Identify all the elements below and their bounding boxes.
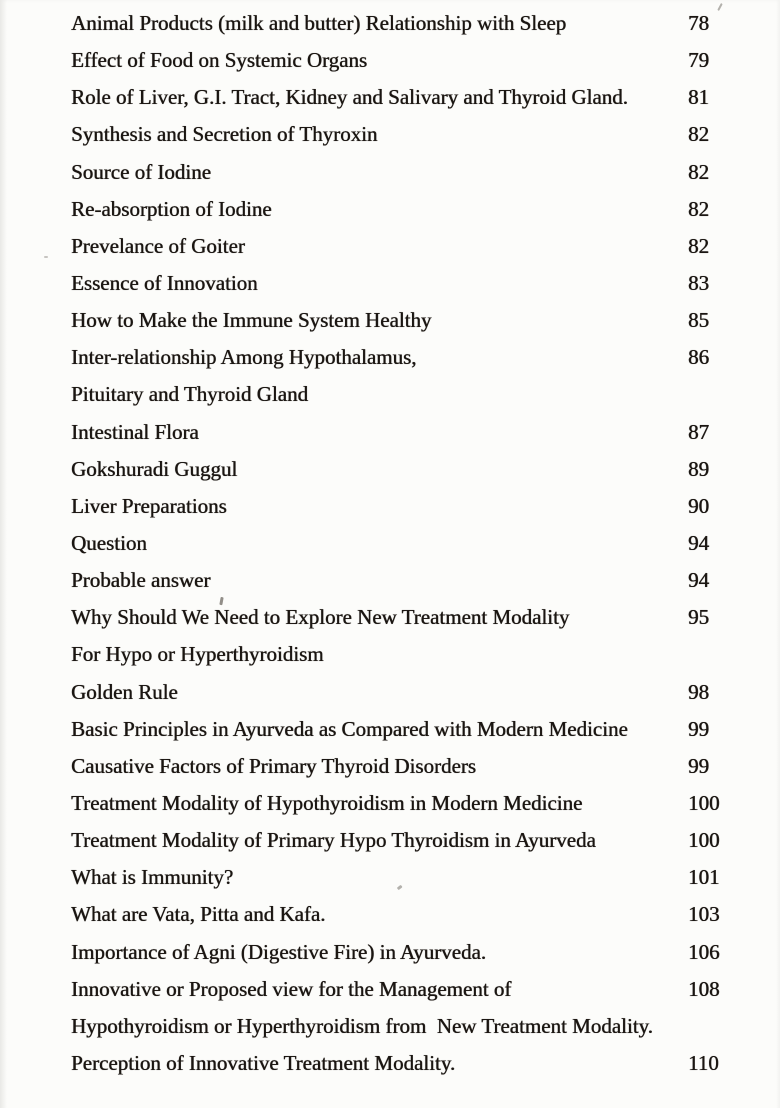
toc-entry [0,451,780,488]
toc-entry-title: Hypothyroidism or Hyperthyroidism from New Treatment Modality. [71,1013,653,1038]
toc-entry-page-number: 100 [688,791,720,816]
toc-entry-title: Animal Products (milk and butter) Relationship with Sleep [71,11,567,36]
toc-entry-page-number: 87 [688,419,709,444]
toc-entry-page-number: 94 [688,531,709,556]
scan-speck [44,256,48,258]
toc-entry-title: Source of Iodine [71,159,211,184]
toc-entry [0,5,780,42]
toc-entry-page-number: 101 [688,865,720,890]
toc-entry-page-number: 82 [688,233,709,258]
toc-entry [0,116,780,153]
toc-entry-title: Effect of Food on Systemic Organs [71,48,368,73]
toc-entry [0,562,780,599]
toc-entry-title: Why Should We Need to Explore New Treatment Modality [71,605,570,630]
toc-entry-page-number: 94 [688,568,709,593]
toc-entry [0,376,780,413]
toc-entry [0,934,780,971]
toc-entry-title: How to Make the Immune System Healthy [71,308,432,333]
toc-entry-title: Treatment Modality of Primary Hypo Thyroidism in Ayurveda [71,828,596,853]
toc-entry [0,971,780,1008]
toc-entry-page-number: 100 [688,828,720,853]
toc-entry-title: Essence of Innovation [71,271,258,296]
toc-entry [0,488,780,525]
toc-entry [0,1008,780,1045]
toc-entry-page-number: 82 [688,196,709,221]
toc-entry-title: Role of Liver, G.I. Tract, Kidney and Salivary and Thyroid Gland. [71,85,628,110]
toc-entry [0,785,780,822]
toc-entry [0,1045,780,1082]
toc-entry-title: What are Vata, Pitta and Kafa. [71,902,326,927]
toc-entry-title: Importance of Agni (Digestive Fire) in Ayurveda. [71,939,487,964]
toc-entry-title: Gokshuradi Guggul [71,456,238,481]
toc-entry-title: Inter-relationship Among Hypothalamus, [71,345,417,370]
toc-entry-page-number: 82 [688,159,709,184]
toc-entry [0,822,780,859]
toc-entry-title: Question [71,531,147,556]
toc-entry-page-number: 85 [688,308,709,333]
toc-entry-title: Intestinal Flora [71,419,199,444]
toc-entry-title: Golden Rule [71,679,178,704]
toc-entry [0,79,780,116]
toc-entry [0,265,780,302]
toc-entry-page-number: 81 [688,85,709,110]
toc-entry-page-number: 110 [688,1051,719,1075]
toc-entry-title: Re-absorption of Iodine [71,196,272,221]
toc-entry [0,525,780,562]
toc-entry-title: Prevelance of Goiter [71,233,245,258]
toc-entry-page-number: 95 [688,605,709,630]
toc-entry [0,599,780,636]
toc-entry [0,859,780,896]
toc-entry-title: For Hypo or Hyperthyroidism [71,642,324,667]
toc-entry-page-number: 103 [688,902,720,927]
toc-entry-page-number: 90 [688,493,709,518]
toc-entry [0,674,780,711]
toc-entry [0,191,780,228]
toc-entry [0,896,780,933]
toc-entry-page-number: 82 [688,122,709,147]
toc-entry [0,302,780,339]
toc-entry-title: What is Immunity? [71,865,234,890]
toc-entry-title: Perception of Innovative Treatment Modality. [71,1051,456,1075]
toc-entry-page-number: 99 [688,753,709,778]
toc-entry [0,711,780,748]
toc-entry-title: Treatment Modality of Hypothyroidism in Modern Medicine [71,791,583,816]
toc-entry-page-number: 89 [688,456,709,481]
toc-entry-title: Probable answer [71,568,211,593]
toc-entry-page-number: 83 [688,271,709,296]
toc-entry [0,636,780,673]
toc-entry [0,748,780,785]
toc-entry-page-number: 98 [688,679,709,704]
toc-entry-page-number: 79 [688,48,709,73]
toc-entry-title: Pituitary and Thyroid Gland [71,382,308,407]
toc-entry-title: Basic Principles in Ayurveda as Compared with Modern Medicine [71,716,628,741]
toc-entry-title: Synthesis and Secretion of Thyroxin [71,122,378,147]
toc-entry [0,414,780,451]
toc-entry-title: Causative Factors of Primary Thyroid Disorders [71,753,476,778]
toc-entry-title: Liver Preparations [71,493,227,518]
toc-entry-page-number: 86 [688,345,709,370]
toc-entry [0,154,780,191]
toc-entry-page-number: 99 [688,716,709,741]
toc-entry-page-number: 106 [688,939,720,964]
toc-entry-page-number: 78 [688,11,709,36]
toc-entry-page-number: 108 [688,976,720,1001]
toc-entry [0,339,780,376]
toc-entry-title: Innovative or Proposed view for the Management of [71,976,512,1001]
toc-entry [0,228,780,265]
toc-entry [0,42,780,79]
table-of-contents [0,5,780,1082]
